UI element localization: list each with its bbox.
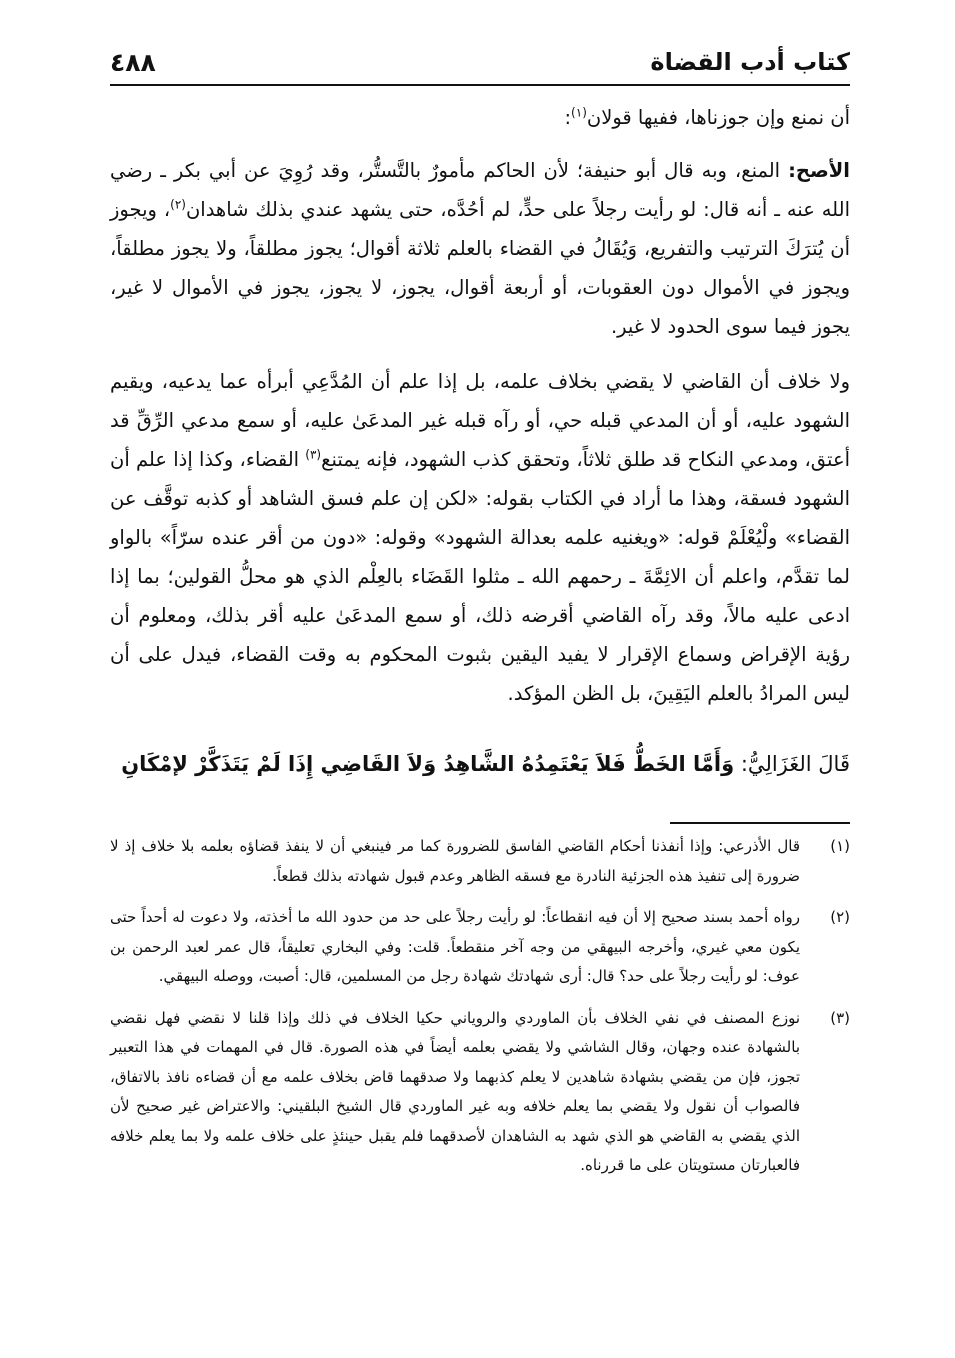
paragraph-1-text-b: ، ويجوز أن يُترَكَ الترتيب والتفريع، وَيُقَالُ في القضاء بالعلم ثلاثة أقوال؛ يجوز مطلقاً، ولا يجوز مطلقاً، ويجوز في الأموال دون العقوبات، أو أربعة أقوال، يجوز، لا يجوز، يجوز في الأموال لا غير، يجوز فيما سوى الحدود لا غير. (110, 198, 850, 338)
ghazali-label: قَالَ الغَزَالِيُّ: (740, 752, 850, 776)
paragraph-2 (110, 362, 850, 713)
page-number: ٤٨٨ (110, 47, 156, 77)
footnote-ref-2[interactable]: (٢) (170, 197, 186, 212)
footnotes (110, 832, 850, 1193)
footnote-text: رواه أحمد بسند صحيح إلا أن فيه انقطاعاً: لو رأيت رجلاً على حد من حدود الله ما أخذته، ولا دعوت له أحداً حتى يكون معي غيري، وأخرجه البيهقي من وجه آخر منقطعاً. قلت: وفي البخاري تعليقاً، قال عمر لعبد الرحمن بن عوف: لو رأيت رجلاً على حد؟ قال: أرى شهادتك شهادة رجل من المسلمين، قال: أصبت، ووصله البيهقي. (110, 908, 800, 985)
book-title: كتاب أدب القضاة (650, 48, 850, 76)
footnote-2 (110, 903, 850, 992)
running-header (110, 40, 850, 84)
ghazali-quote-line (110, 742, 850, 786)
paragraph-2-text-b: القضاء، وكذا إذا علم أن الشهود فسقة، وهذا ما أراد في الكتاب بقوله: «لكن إن علم فسق الشاهد أو كذبه توقَّف عن القضاء» ولْيُعْلَمْ قوله: «ويغنيه علمه بعدالة الشهود» وقوله: «دون من أقر عنده سرّاً» بالواو لما تقدَّم، واعلم أن الائِمَّةَ ـ رحمهم الله ـ مثلوا القَضَاء بالعِلْم الذي هو محلُّ القولين؛ بما إذا ادعى عليه مالاً، وقد رآه القاضي أقرضه ذلك، أو سمع المدعَىٰ عليه أقر بذلك، ومعلوم أن رؤية الإقراض وسماع الإقرار لا يفيد اليقين بثبوت المحكوم به وقت القضاء، فيدل على أن ليس المرادُ بالعلم اليَقِينَ، بل الظن المؤكد. (110, 448, 850, 705)
paragraph-1-text-a: المنع، وبه قال أبو حنيفة؛ لأن الحاكم مأمورٌ بالتَّستُّر، وقد رُوِيَ عن أبي بكر ـ رضي الله عنه ـ أنه قال: لو رأيت رجلاً على حدٍّ، لم أحُدَّه، حتى يشهد عندي بذلك شاهدان (110, 159, 850, 221)
footnote-text: نوزع المصنف في نفي الخلاف بأن الماوردي والروياني حكيا الخلاف في ذلك وإذا قلنا لا نقضي فهل نقضي بالشهادة عنده وجهان، وقال الشاشي ولا يقضي بعلمه أيضاً في هذه الصورة. قال في المهمات في هذا التعبير تجوز، فإن من يقضي بشهادة شاهدين لا يعلم كذبهما ولا صدقهما قاض بخلاف علمه مع أن قضاءه نافذ بالاتفاق، فالصواب أن نقول ولا يقضي بما يعلم خلافه وبه غير الماوردي قال الشيخ البلقيني: والاعتراض غير صحيح لأن الذي يقضي به القاضي هو الذي شهد به الشاهدان لأصدقهما فلم يقبل حينئذٍ على خلاف علمه ولا بما يعلم خلافه فالعبارتان مستويتان على ما قررناه. (110, 1008, 800, 1174)
intro-paragraph (110, 98, 850, 137)
footnote-ref-1[interactable]: (١) (571, 105, 587, 120)
paragraph-1-label: الأصح: (788, 159, 850, 182)
footnote-ref-3[interactable]: (٣) (305, 447, 322, 462)
footnote-number: (١) (830, 837, 850, 855)
paragraph-2-text-a: ولا خلاف أن القاضي لا يقضي بخلاف علمه، بل إذا علم أن المُدَّعِي أبرأه عما يدعيه، ويقيم الشهود عليه، أو أن المدعي قبله حي، أو رآه قبله غير المدعَىٰ عليه، أو سمع مدعي الرِّقِّ قد أعتق، ومدعي النكاح قد طلق ثلاثاً، وتحقق كذب الشهود، فإنه يمتنع (110, 370, 850, 471)
footnote-number: (٢) (830, 908, 850, 926)
footnote-rule (670, 822, 850, 824)
intro-text: أن نمنع وإن جوزناها، ففيها قولان (586, 106, 850, 129)
footnote-3 (110, 1004, 850, 1181)
footnote-1 (110, 832, 850, 891)
ghazali-quote: وَأَمَّا الخَطُّ فَلاَ يَعْتَمِدُهُ الشَّاهِدُ وَلاَ القَاضِي إِذَا لَمْ يَتَذَكَّرْ لإمْكَانِ (121, 752, 735, 776)
footnote-text: قال الأذرعي: وإذا أنفذنا أحكام القاضي الفاسق للضرورة كما مر فينبغي أن لا ينفذ قضاؤه بعلمه بلا خلاف إذ لا ضرورة إلى تنفيذ هذه الجزئية النادرة مع فسقه الظاهر وعدم قبول شهادته بذلك قطعاً. (110, 837, 800, 885)
paragraph-1 (110, 151, 850, 346)
header-rule (110, 84, 850, 86)
footnote-number: (٣) (830, 1008, 850, 1027)
main-text (110, 98, 850, 729)
intro-end: : (564, 106, 572, 129)
